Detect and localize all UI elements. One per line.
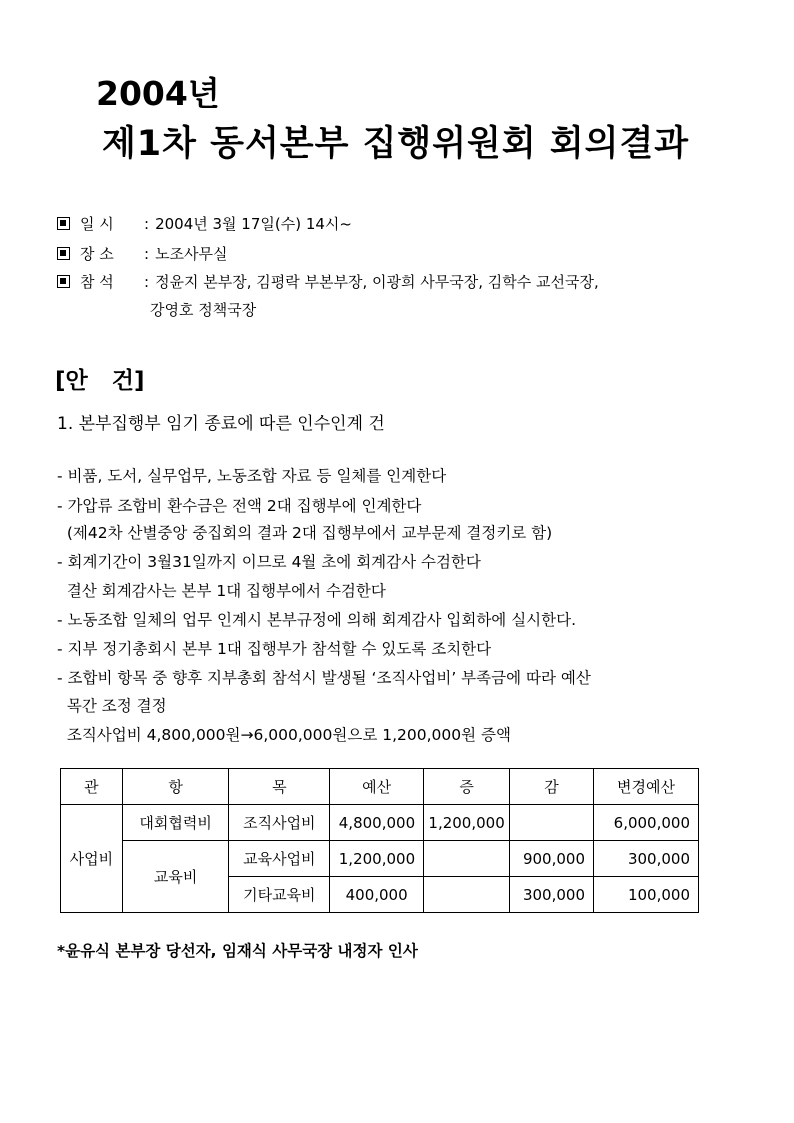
table-cell-budget: 400,000 (330, 877, 424, 913)
table-cell-changed: 100,000 (594, 877, 699, 913)
agenda-line: - 회계기간이 3월31일까지 이므로 4월 초에 회계감사 수검한다 (57, 553, 481, 571)
table-cell-budget: 1,200,000 (330, 841, 424, 877)
table-header-cell: 관 (61, 769, 123, 805)
info-date-label: 일 시 (80, 215, 114, 233)
document-year: 2004년 (96, 74, 220, 113)
info-place-label: 장 소 (80, 245, 114, 263)
square-bullet-icon (57, 217, 70, 230)
table-header-cell: 예산 (330, 769, 424, 805)
table-cell-hang: 대회협력비 (122, 805, 229, 841)
table-cell-budget: 4,800,000 (330, 805, 424, 841)
square-bullet-icon (57, 275, 70, 288)
info-attendees-line2: 강영호 정책국장 (150, 301, 257, 319)
table-row (61, 805, 699, 841)
table-cell-hang: 교육비 (122, 841, 229, 913)
table-cell-changed: 300,000 (594, 841, 699, 877)
document-title: 제1차 동서본부 집행위원회 회의결과 (102, 124, 690, 164)
colon: : (144, 215, 150, 233)
agenda-line: 조직사업비 4,800,000원→6,000,000원으로 1,200,000원 증액 (57, 726, 511, 744)
square-bullet-icon (57, 247, 70, 260)
agenda-line: 목간 조정 결정 (57, 697, 167, 715)
agenda-line: 결산 회계감사는 본부 1대 집행부에서 수검한다 (57, 582, 386, 600)
table-cell-changed: 6,000,000 (594, 805, 699, 841)
budget-table (60, 768, 699, 913)
table-header-cell: 목 (229, 769, 330, 805)
agenda-line: - 가압류 조합비 환수금은 전액 2대 집행부에 인계한다 (57, 497, 422, 515)
table-header-cell: 항 (122, 769, 229, 805)
table-cell-mok: 기타교육비 (229, 877, 330, 913)
table-header-cell: 감 (510, 769, 594, 805)
info-attendees-row (57, 272, 599, 292)
info-date-row (57, 214, 352, 234)
info-attendees-line1: 정윤지 본부장, 김평락 부본부장, 이광희 사무국장, 김학수 교선국장, (155, 273, 599, 291)
table-cell-decrease: 300,000 (510, 877, 594, 913)
agenda-line: - 지부 정기총회시 본부 1대 집행부가 참석할 수 있도록 조치한다 (57, 640, 492, 658)
colon: : (144, 273, 150, 291)
agenda-heading: [안 건] (55, 368, 145, 394)
table-cell-increase (424, 877, 510, 913)
info-place-value: 노조사무실 (155, 245, 228, 263)
colon: : (144, 245, 150, 263)
table-header-cell: 증 (424, 769, 510, 805)
table-cell-increase (424, 841, 510, 877)
table-header-row (61, 769, 699, 805)
table-header-cell: 변경예산 (594, 769, 699, 805)
table-cell-mok: 조직사업비 (229, 805, 330, 841)
table-cell-increase: 1,200,000 (424, 805, 510, 841)
info-place-row (57, 244, 228, 264)
agenda-line: - 비품, 도서, 실무업무, 노동조합 자료 등 일체를 인계한다 (57, 467, 447, 485)
info-date-value: 2004년 3월 17일(수) 14시~ (155, 215, 352, 233)
table-cell-decrease (510, 805, 594, 841)
agenda-line: - 조합비 항목 중 향후 지부총회 참석시 발생될 ‘조직사업비’ 부족금에 따라 예산 (57, 669, 591, 687)
table-row (61, 841, 699, 877)
agenda-line: - 노동조합 일체의 업무 인계시 본부규정에 의해 회계감사 입회하에 실시한다. (57, 611, 577, 629)
agenda-item-title: 1. 본부집행부 임기 종료에 따른 인수인계 건 (57, 414, 385, 434)
table-cell-mok: 교육사업비 (229, 841, 330, 877)
table-cell-decrease: 900,000 (510, 841, 594, 877)
footer-note: *윤유식 본부장 당선자, 임재식 사무국장 내정자 인사 (57, 942, 418, 960)
info-attendees-label: 참 석 (80, 273, 114, 291)
table-cell-gwan: 사업비 (61, 805, 123, 913)
agenda-line: (제42차 산별중앙 중집회의 결과 2대 집행부에서 교부문제 결정키로 함) (57, 524, 553, 542)
